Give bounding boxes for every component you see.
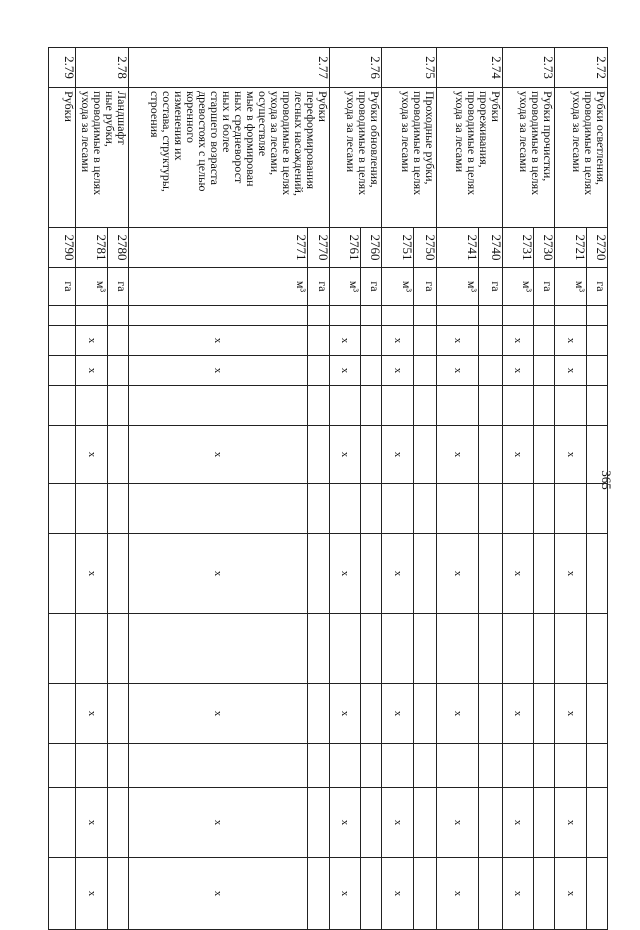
value-cell: x [129,858,308,930]
value-cell [586,426,607,484]
value-cell [479,426,502,484]
value-cell [108,858,129,930]
value-cell [49,484,76,534]
value-cell [382,306,414,326]
value-cell [479,744,502,788]
value-cell [108,326,129,356]
row-code: 2771 [129,228,308,268]
value-cell [308,684,329,744]
value-cell [534,614,555,684]
unit-cell: га [308,268,329,306]
row-name [49,88,76,228]
value-cell [555,386,587,426]
row-number: 2.72 [555,48,608,88]
value-cell: x [382,534,414,614]
value-cell [308,788,329,858]
value-cell: x [555,534,587,614]
unit-cell: га [479,268,502,306]
value-cell: x [329,426,361,484]
table-row [108,48,129,930]
value-cell [382,614,414,684]
value-cell: x [502,788,534,858]
row-name-text: Рубки обновления, проводимые в целях ухода за лесами [344,91,383,196]
value-cell: x [437,858,479,930]
table-row [308,48,329,930]
value-cell [308,326,329,356]
value-cell [534,356,555,386]
table-row [479,48,502,930]
value-cell: x [502,684,534,744]
value-cell: x [76,684,108,744]
value-cell [534,306,555,326]
value-cell: x [129,326,308,356]
value-cell [586,534,607,614]
row-number: 2.73 [502,48,555,88]
value-cell [49,534,76,614]
value-cell [108,306,129,326]
value-cell [76,614,108,684]
value-cell [129,386,308,426]
value-cell [308,744,329,788]
value-cell [329,484,361,534]
value-cell [76,744,108,788]
value-cell [586,356,607,386]
value-cell: x [129,426,308,484]
value-cell [49,356,76,386]
value-cell [437,484,479,534]
value-cell [108,356,129,386]
value-cell [329,306,361,326]
value-cell [534,744,555,788]
row-code: 2790 [49,228,76,268]
value-cell [479,306,502,326]
value-cell [361,684,382,744]
value-cell [49,426,76,484]
value-cell: x [76,534,108,614]
value-cell [586,684,607,744]
value-cell: x [129,684,308,744]
table-row [361,48,382,930]
value-cell [502,306,534,326]
row-name [129,88,329,228]
value-cell [76,484,108,534]
value-cell [361,788,382,858]
row-name [382,88,437,228]
value-cell [129,306,308,326]
unit-cell: м³ [329,268,361,306]
value-cell [413,306,436,326]
value-cell [437,386,479,426]
value-cell [437,614,479,684]
value-cell [413,326,436,356]
value-cell [479,684,502,744]
row-number: 2.75 [382,48,437,88]
value-cell [308,356,329,386]
value-cell [361,326,382,356]
value-cell [49,386,76,426]
row-name [76,88,129,228]
unit-cell: м³ [382,268,414,306]
value-cell [413,684,436,744]
value-cell [437,306,479,326]
value-cell: x [382,684,414,744]
row-code: 2730 [534,228,555,268]
row-code: 2770 [308,228,329,268]
unit-cell: га [49,268,76,306]
value-cell: x [437,426,479,484]
row-code: 2750 [413,228,436,268]
value-cell [502,484,534,534]
value-cell: x [502,326,534,356]
value-cell: x [437,356,479,386]
value-cell [329,614,361,684]
value-cell: x [555,326,587,356]
unit-cell: м³ [437,268,479,306]
row-number: 2.76 [329,48,382,88]
value-cell [308,858,329,930]
value-cell [413,534,436,614]
value-cell [308,534,329,614]
value-cell [586,484,607,534]
value-cell [382,386,414,426]
value-cell [534,534,555,614]
value-cell [361,356,382,386]
value-cell [76,386,108,426]
value-cell: x [502,356,534,386]
unit-cell: м³ [502,268,534,306]
value-cell [479,356,502,386]
value-cell [49,858,76,930]
unit-cell: га [586,268,607,306]
row-code: 2731 [502,228,534,268]
row-code: 2761 [329,228,361,268]
value-cell [361,484,382,534]
value-cell [413,356,436,386]
unit-cell: м³ [129,268,308,306]
row-name [329,88,382,228]
row-name-text: Рубки прочистки, проводимые в целях ухода за лесами [517,91,556,196]
value-cell [586,744,607,788]
value-cell [129,744,308,788]
value-cell [129,484,308,534]
value-cell: x [502,426,534,484]
row-code: 2780 [108,228,129,268]
value-cell: x [129,788,308,858]
value-cell [555,744,587,788]
unit-cell: м³ [76,268,108,306]
value-cell: x [329,326,361,356]
value-cell: x [76,356,108,386]
value-cell: x [382,788,414,858]
value-cell [49,684,76,744]
row-name-text: Проходные рубки, проводимые в целях ухода за лесами [399,91,438,196]
value-cell [534,386,555,426]
value-cell [49,744,76,788]
row-code: 2751 [382,228,414,268]
row-name-text: Ландшафт ные рубки, проводимые в целях ухода за лесами [79,91,130,196]
value-cell [586,788,607,858]
value-cell: x [382,356,414,386]
value-cell [534,858,555,930]
value-cell [49,306,76,326]
value-cell: x [76,788,108,858]
row-code: 2720 [586,228,607,268]
table-row [49,48,76,930]
row-number: 2.74 [437,48,502,88]
value-cell [413,744,436,788]
row-code: 2760 [361,228,382,268]
value-cell: x [382,326,414,356]
value-cell [534,788,555,858]
value-cell [361,534,382,614]
value-cell [479,614,502,684]
value-cell [555,306,587,326]
value-cell: x [555,858,587,930]
row-name-text: Рубки прореживания, проводимые в целях ухода за лесами [452,91,503,196]
value-cell: x [76,426,108,484]
value-cell: x [502,534,534,614]
value-cell [479,858,502,930]
value-cell [308,306,329,326]
row-name [437,88,502,228]
row-number: 2.77 [129,48,329,88]
value-cell [413,484,436,534]
row-name-text: Рубки переформирования лесных насаждений, проводимые в целях ухода за лесами, осуществляе мые в формирован ных средневорост ных и более старшего возраста древостоях с целью коренного изменения их состава, структуры, строения [147,91,330,196]
row-code: 2741 [437,228,479,268]
unit-cell: га [108,268,129,306]
value-cell [534,484,555,534]
value-cell [108,534,129,614]
table-row [413,48,436,930]
value-cell [586,386,607,426]
value-cell [555,614,587,684]
value-cell: x [129,534,308,614]
value-cell [108,744,129,788]
value-cell [413,426,436,484]
value-cell: x [437,326,479,356]
value-cell: x [437,534,479,614]
value-cell: x [382,858,414,930]
unit-cell: м³ [555,268,587,306]
unit-cell: га [361,268,382,306]
value-cell [108,788,129,858]
value-cell [413,614,436,684]
row-code: 2740 [479,228,502,268]
row-code: 2781 [76,228,108,268]
row-name [502,88,555,228]
value-cell [361,306,382,326]
value-cell [413,788,436,858]
value-cell [534,426,555,484]
value-cell [555,484,587,534]
value-cell: x [437,684,479,744]
value-cell: x [329,858,361,930]
value-cell: x [555,788,587,858]
row-name [555,88,608,228]
table-row [534,48,555,930]
row-number: 2.79 [49,48,76,88]
value-cell [534,684,555,744]
value-cell [382,484,414,534]
value-cell [586,858,607,930]
value-cell [382,744,414,788]
value-cell [479,484,502,534]
value-cell [502,744,534,788]
value-cell: x [329,534,361,614]
value-cell [108,386,129,426]
value-cell [361,614,382,684]
value-cell [49,326,76,356]
value-cell [586,614,607,684]
value-cell: x [76,858,108,930]
table-row [586,48,607,930]
row-code: 2721 [555,228,587,268]
value-cell [108,484,129,534]
value-cell [308,484,329,534]
value-cell [534,326,555,356]
forestry-table [48,47,608,930]
value-cell [361,744,382,788]
value-cell [413,858,436,930]
value-cell [361,426,382,484]
value-cell [108,426,129,484]
value-cell [308,614,329,684]
value-cell: x [437,788,479,858]
value-cell [308,386,329,426]
value-cell [308,426,329,484]
value-cell [586,326,607,356]
value-cell [49,788,76,858]
value-cell [108,614,129,684]
value-cell [437,744,479,788]
page-number: 365 [598,470,614,490]
value-cell [502,386,534,426]
value-cell [479,326,502,356]
value-cell [76,306,108,326]
unit-cell: га [413,268,436,306]
row-name-text: Рубки осветления, проводимые в целях ухода за лесами [570,91,608,196]
value-cell [129,614,308,684]
value-cell [479,788,502,858]
value-cell: x [502,858,534,930]
value-cell [329,744,361,788]
value-cell [479,534,502,614]
value-cell: x [555,426,587,484]
value-cell [502,614,534,684]
value-cell: x [555,356,587,386]
value-cell [586,306,607,326]
value-cell: x [329,788,361,858]
table-body [49,48,608,930]
value-cell [361,386,382,426]
value-cell: x [329,356,361,386]
value-cell [413,386,436,426]
value-cell [49,614,76,684]
row-name-text: Рубки [62,91,77,122]
value-cell: x [129,356,308,386]
value-cell: x [382,426,414,484]
value-cell [329,386,361,426]
value-cell [108,684,129,744]
value-cell [479,386,502,426]
value-cell [361,858,382,930]
unit-cell: га [534,268,555,306]
row-number: 2.78 [76,48,129,88]
value-cell: x [555,684,587,744]
value-cell: x [329,684,361,744]
value-cell: x [76,326,108,356]
